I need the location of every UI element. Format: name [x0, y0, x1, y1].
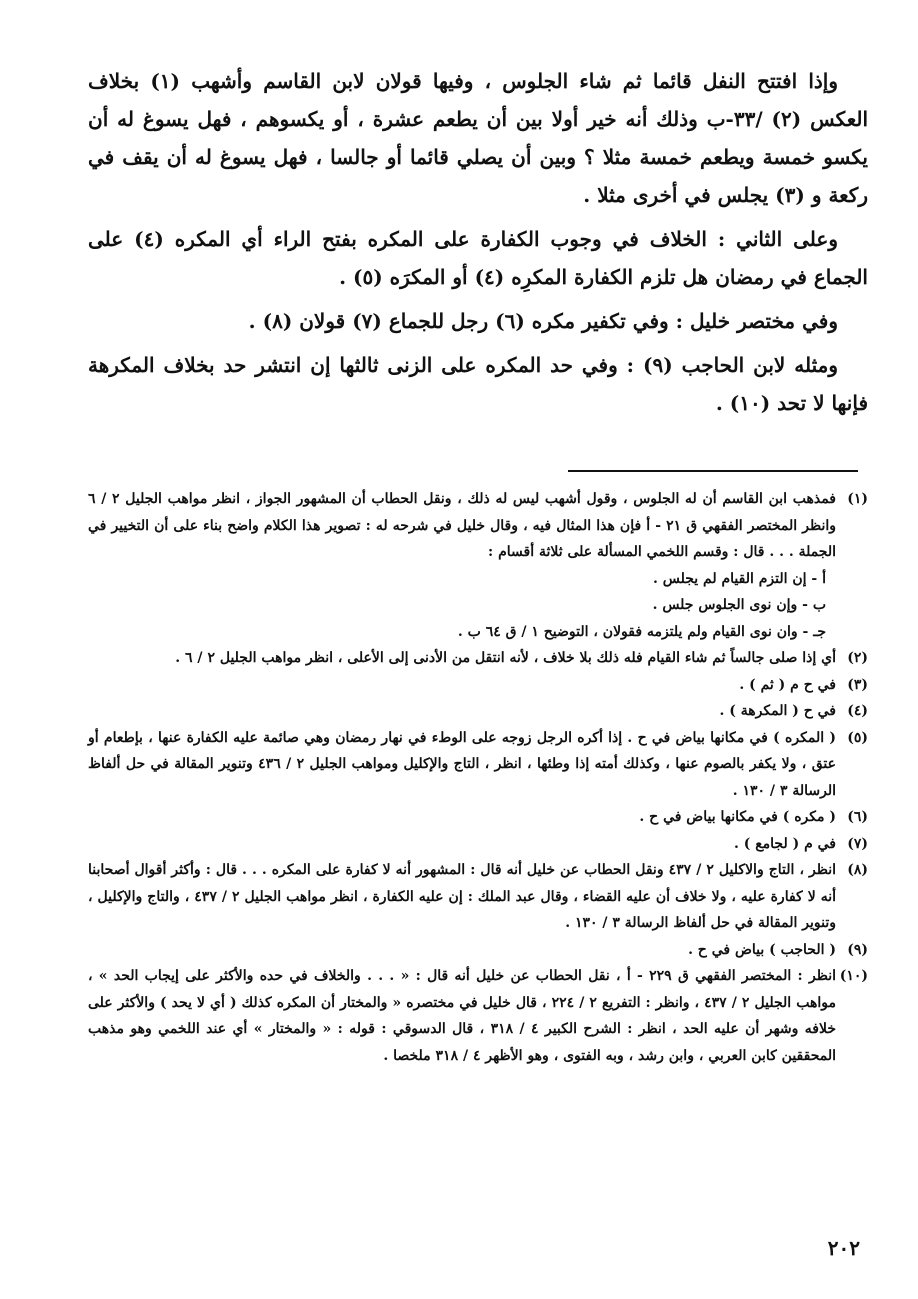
footnote-body — [88, 831, 836, 858]
footnote-text: ( مكره ) في مكانها بياض في ح . — [639, 809, 836, 825]
footnote-number: (١٠) — [839, 968, 868, 984]
footnote-text: انظر : المختصر الفقهي ق ٢٢٩ - أ ، نقل الحطاب عن خليل أنه قال : « . . . والخلاف في حده والأكثر على إيجاب الحد » ، مواهب الجليل ٢ / ٤٣٧ ، وانظر : التفريع ٢ / ٢٢٤ ، قال خليل في مختصره « والمختار أن المكره كذلك ( أي لا يحد ) والأكثر على خلافه وشهر أن عليه الحد ، انظر : الشرح الكبير ٤ / ٣١٨ ، قال الدسوقي : قوله : « والمختار » أي عند اللخمي وهو مذهب المحققين كابن العربي ، وابن رشد ، وبه الفتوى ، وهو الأظهر ٤ / ٣١٨ ملخصا . — [88, 968, 836, 1064]
footnote-4 — [88, 698, 868, 725]
footnote-3 — [88, 672, 868, 699]
footnote-number: (٤) — [847, 703, 868, 719]
footnote-number: (١) — [847, 491, 868, 507]
footnote-body — [88, 725, 836, 805]
footnote-divider — [568, 470, 858, 472]
footnote-body — [88, 857, 836, 937]
footnote-7 — [88, 831, 868, 858]
main-paragraph-2: وعلى الثاني : الخلاف في وجوب الكفارة على المكره بفتح الراء أي المكره (٤) على الجماع في رمضان هل تلزم الكفارة المكرِه (٤) أو المكرَه (٥) . — [88, 227, 868, 289]
footnote-5 — [88, 725, 868, 805]
footnote-subitem: ب - وإن نوى الجلوس جلس . — [652, 597, 826, 613]
footnote-8 — [88, 857, 868, 937]
footnote-body — [88, 804, 836, 831]
page-number: ٢٠٢ — [827, 1236, 860, 1260]
footnote-6 — [88, 804, 868, 831]
main-paragraph-4: ومثله لابن الحاجب (٩) : وفي حد المكره على الزنى ثالثها إن انتشر حد بخلاف المكرهة فإنها لا تحد (١٠) . — [88, 353, 868, 415]
footnote-body — [88, 672, 836, 699]
footnote-subitem: أ - إن التزم القيام لم يجلس . — [652, 570, 826, 587]
footnote-text: أي إذا صلى جالساً ثم شاء القيام فله ذلك بلا خلاف ، لأنه انتقل من الأدنى إلى الأعلى ، انظر مواهب الجليل ٢ / ٦ . — [175, 650, 836, 666]
footnote-text: انظر ، التاج والاكليل ٢ / ٤٣٧ ونقل الحطاب عن خليل أنه قال : المشهور أنه لا كفارة على المكره . . . قال : وأكثر أقوال أصحابنا أنه لا كفارة عليه ، ولا خلاف أن عليه القضاء ، وقال عبد الملك : إن عليه الكفارة ، انظر مواهب الجليل ٢ / ٤٣٧ ، والتاج والإكليل ، وتنوير المقالة في حل ألفاظ الرسالة ٣ / ١٣٠ . — [88, 862, 836, 931]
footnote-9 — [88, 937, 868, 964]
footnote-number: (٧) — [847, 835, 868, 852]
footnote-body — [88, 937, 836, 964]
footnote-text: ( المكره ) في مكانها بياض في ح . إذا أكره الرجل زوجه على الوطء في نهار رمضان وهي صائمة عليه الكفارة عنها ، بإطعام أو عتق ، ولا يكفر بالصوم عنها ، وكذلك أمته إذا وطئها ، انظر ، التاج والإكليل ومواهب الجليل ٢ / ٤٣٦ وتنوير المقالة في حل ألفاظ الرسالة ٣ / ١٣٠ . — [88, 729, 836, 799]
footnote-text: في ح ( المكرهة ) . — [719, 703, 836, 719]
footnote-number: (٢) — [847, 650, 868, 666]
main-paragraph-1: وإذا افتتح النفل قائما ثم شاء الجلوس ، وفيها قولان لابن القاسم وأشهب (١) بخلاف العكس (٢) /٣٣-ب وذلك أنه خير أولا بين أن يطعم عشرة ، أو يكسوهم ، فهل يسوغ له أن يكسو خمسة ويطعم خمسة مثلا ؟ وبين أن يصلي قائما أو جالسا ، فهل يسوغ له أن يقف في ركعة و (٣) يجلس في أخرى مثلا . — [88, 69, 868, 207]
footnote-text: فمذهب ابن القاسم أن له الجلوس ، وقول أشهب ليس له ذلك ، ونقل الحطاب أن المشهور الجواز ، انظر مواهب الجليل ٢ / ٦ وانظر المختصر الفقهي ق ٢١ - أ فإن هذا المثال فيه ، وقال خليل في شرحه له : تصوير هذا الكلام واضح بناء على أن التخيير في الجملة . . . قال : وقسم اللخمي المسألة على ثلاثة أقسام : — [88, 491, 836, 560]
main-text-block — [88, 62, 868, 428]
footnote-text: في م ( لجامع ) . — [733, 835, 836, 852]
footnote-2 — [88, 645, 868, 672]
main-paragraph-3: وفي مختصر خليل : وفي تكفير مكره (٦) رجل للجماع (٧) قولان (٨) . — [248, 309, 838, 333]
footnote-body — [88, 963, 836, 1069]
footnote-body — [88, 645, 836, 672]
footnote-text: في ح م ( ثم ) . — [739, 676, 836, 693]
footnote-text: ( الحاجب ) بياض في ح . — [688, 941, 836, 958]
footnote-number: (٣) — [847, 676, 868, 693]
footnotes-section — [88, 486, 868, 1069]
footnote-subitem: جـ - وان نوى القيام ولم يلتزمه فقولان ، التوضيح ١ / ق ٦٤ ب . — [457, 623, 826, 640]
footnote-number: (٩) — [847, 941, 868, 958]
footnote-10 — [88, 963, 868, 1069]
footnote-body — [88, 698, 836, 725]
footnote-1 — [88, 486, 868, 645]
footnote-number: (٥) — [847, 729, 868, 746]
footnote-body — [88, 486, 836, 645]
footnote-number: (٦) — [847, 809, 868, 825]
footnote-number: (٨) — [847, 862, 868, 878]
